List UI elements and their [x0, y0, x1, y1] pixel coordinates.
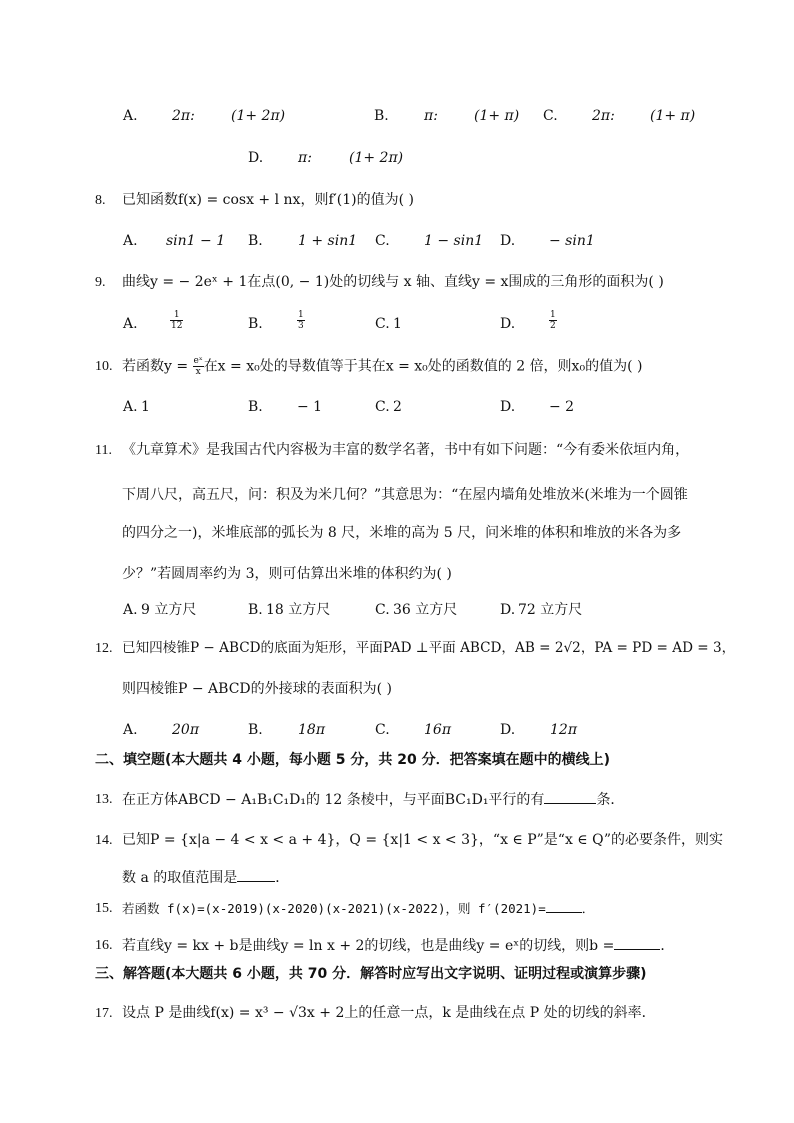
answer-blank[interactable] — [544, 789, 596, 804]
option-b-value: − 1 — [297, 399, 323, 415]
option-a-value: 9 立方尺 — [141, 602, 197, 618]
question-number: 10. — [95, 359, 113, 374]
option-d-fraction — [549, 310, 557, 331]
q7-option-b-value1: π: — [424, 108, 438, 124]
q7-option-a-label: A. — [123, 108, 138, 124]
text-pre: 若函数y = — [122, 358, 193, 375]
option-a-value: 1 — [141, 399, 150, 415]
q7-option-b-label: B. — [374, 108, 389, 124]
question-number: 14. — [95, 833, 113, 848]
q7-option-a-value2: (1+ 2π) — [231, 108, 286, 124]
option-b-fraction — [297, 310, 305, 331]
question-number: 13. — [95, 792, 113, 807]
question-text — [122, 898, 594, 919]
option-c-value: 2 — [393, 399, 402, 415]
question-text-line-3: 的四分之一)，米堆底部的弧长为 8 尺，米堆的高为 5 尺，问米堆的体积和堆放的米各为多 — [122, 525, 682, 541]
question-text: 曲线y = − 2eˣ + 1在点(0, − 1)处的切线与 x 轴、直线y = x围成的三角形的面积为( ) — [122, 274, 664, 290]
option-c-value: 1 − sin1 — [424, 233, 484, 249]
option-d-label: D. — [500, 316, 516, 332]
option-d-value: 12π — [550, 722, 578, 738]
question-text: 设点 P 是曲线f(x) = x³ − √3x + 2上的任意一点，k 是曲线在点 P 处的切线的斜率． — [122, 1005, 656, 1021]
option-a-label: A. — [123, 399, 138, 415]
option-a-label: A. — [123, 233, 138, 249]
fraction-denominator: 12 — [171, 321, 183, 331]
option-a-fraction — [170, 310, 183, 331]
question-text-line-1: 《九章算术》是我国古代内容极为丰富的数学名著，书中有如下问题：“今有委米依垣内角， — [122, 442, 690, 458]
option-b-label: B. — [248, 399, 263, 415]
question-text-line-2: 则四棱锥P − ABCD的外接球的表面积为( ) — [122, 681, 393, 697]
question-text-line-4: 少？”若圆周率约为 3，则可估算出米堆的体积约为( ) — [122, 566, 452, 582]
option-d-label: D. — [500, 399, 516, 415]
option-a-value: 20π — [172, 722, 200, 738]
question-number: 15. — [95, 901, 113, 916]
question-text-line-2-main: 数 a 的取值范围是 — [122, 870, 238, 886]
question-number: 8. — [95, 193, 106, 208]
option-b-label: B. — [248, 602, 263, 618]
option-a-label: A. — [123, 722, 138, 738]
question-text: 已知函数f(x) = cosx + l nx，则f′(1)的值为( ) — [122, 192, 415, 208]
option-b-value: 18 立方尺 — [266, 602, 331, 618]
section-heading-solution: 三、解答题(本大题共 6 小题，共 70 分．解答时应写出文字说明、证明过程或演算步骤) — [95, 966, 647, 982]
question-text-after: ． — [275, 870, 290, 886]
fraction-numerator: 1 — [298, 310, 304, 320]
option-d-label: D. — [500, 233, 516, 249]
option-c-label: C. — [375, 316, 390, 332]
option-c-value: 36 立方尺 — [393, 602, 458, 618]
option-b-label: B. — [248, 316, 263, 332]
question-number: 16. — [95, 938, 113, 953]
answer-blank[interactable] — [546, 898, 582, 913]
option-a-label: A. — [123, 316, 138, 332]
option-c-label: C. — [375, 233, 390, 249]
option-d-label: D. — [500, 722, 516, 738]
option-d-value: 72 立方尺 — [518, 602, 583, 618]
q7-option-c-label: C. — [543, 108, 558, 124]
q7-option-d-value1: π: — [298, 150, 312, 166]
function-fraction — [193, 356, 204, 377]
option-c-label: C. — [375, 399, 390, 415]
question-text-after: ． — [660, 938, 675, 954]
question-number: 17. — [95, 1006, 113, 1021]
question-text — [122, 356, 642, 377]
q7-option-b-value2: (1+ π) — [474, 108, 520, 124]
option-a-label: A. — [123, 602, 138, 618]
question-text-after: 条． — [596, 792, 625, 808]
question-text — [122, 935, 674, 956]
option-b-value: 1 + sin1 — [298, 233, 358, 249]
option-d-label: D. — [500, 602, 516, 618]
question-text — [122, 789, 624, 810]
answer-blank[interactable] — [237, 867, 275, 882]
q7-option-d-label: D. — [248, 150, 264, 166]
option-b-label: B. — [248, 233, 263, 249]
option-c-label: C. — [375, 602, 390, 618]
question-text-line-1: 已知P = {x|a − 4 < x < a + 4}，Q = {x|1 < x < 3}，“x ∈ P”是“x ∈ Q”的必要条件，则实 — [122, 832, 724, 848]
option-c-value: 1 — [393, 316, 402, 332]
q7-option-c-value1: 2π: — [592, 108, 615, 124]
option-c-value: 16π — [424, 722, 452, 738]
question-number: 12. — [95, 641, 113, 656]
question-text-line-2: 下周八尺，高五尺，问：积及为米几何？”其意思为：“在屋内墙角处堆放米(米堆为一个圆锥 — [122, 487, 688, 503]
question-number: 9. — [95, 275, 106, 290]
question-text-main: 若直线y = kx + b是曲线y = ln x + 2的切线，也是曲线y = eˣ的切线，则b = — [122, 938, 615, 954]
option-b-value: 18π — [298, 722, 326, 738]
option-d-value: − sin1 — [549, 233, 595, 249]
option-b-label: B. — [248, 722, 263, 738]
option-a-value: sin1 − 1 — [166, 233, 226, 249]
q7-option-d-value2: (1+ 2π) — [349, 150, 404, 166]
fraction-denominator: 3 — [298, 321, 304, 331]
answer-blank[interactable] — [614, 935, 660, 950]
question-text-main: 若函数 f(x)=(x-2019)(x-2020)(x-2021)(x-2022)，则 f′(2021)= — [122, 901, 546, 916]
fraction-numerator: 1 — [550, 310, 556, 320]
question-text-line-2 — [122, 867, 289, 888]
q7-option-c-value2: (1+ π) — [650, 108, 696, 124]
text-post: 在x = x₀处的导数值等于其在x = x₀处的函数值的 2 倍，则x₀的值为( ) — [203, 358, 643, 375]
question-number: 11. — [95, 443, 112, 458]
option-c-label: C. — [375, 722, 390, 738]
fraction-numerator: eˣ — [193, 356, 203, 366]
fraction-denominator: x — [195, 367, 201, 377]
option-d-value: − 2 — [549, 399, 575, 415]
q7-option-a-value1: 2π: — [172, 108, 195, 124]
section-heading-fill-in: 二、填空题(本大题共 4 小题，每小题 5 分，共 20 分．把答案填在题中的横线上) — [95, 752, 611, 768]
fraction-numerator: 1 — [170, 310, 183, 321]
question-text-line-1: 已知四棱锥P − ABCD的底面为矩形，平面PAD ⊥平面 ABCD，AB = 2√2，PA = PD = AD = 3， — [122, 640, 736, 656]
question-text-main: 在正方体ABCD − A₁B₁C₁D₁的 12 条棱中，与平面BC₁D₁平行的有 — [122, 792, 545, 808]
question-text-after: ． — [581, 901, 595, 916]
fraction-denominator: 2 — [550, 321, 556, 331]
